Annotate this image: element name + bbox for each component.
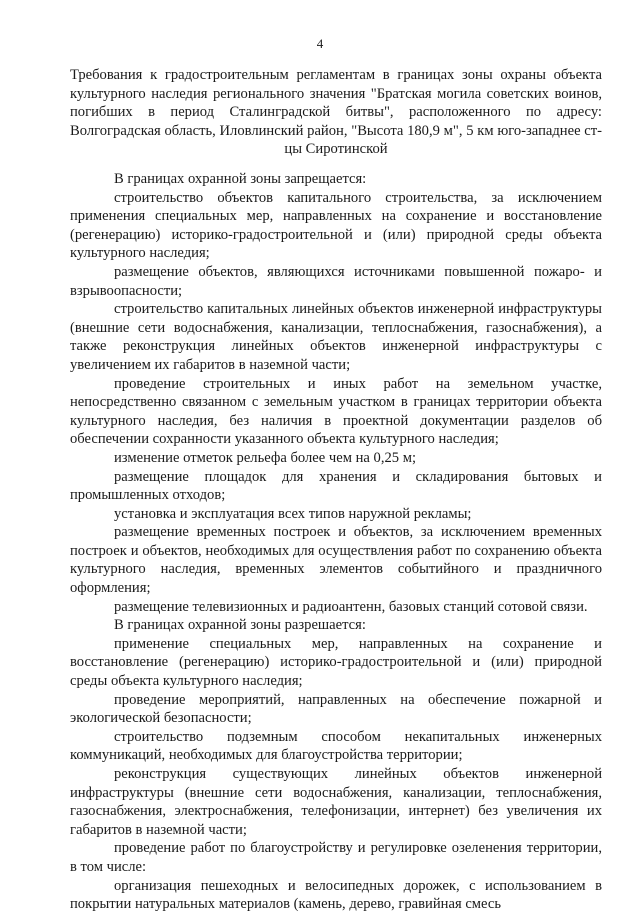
paragraph: проведение работ по благоустройству и регулировке озеленения территории, в том числе: [70, 840, 602, 875]
paragraph: строительство объектов капитального строительства, за исключением применения специальных мер, направленных на сохранение и восстановление (регенерацию) историко-градостроительной и (или) природной среды объекта культурного наследия; [70, 189, 602, 262]
paragraph: размещение временных построек и объектов, за исключением временных построек и объектов, необходимых для осуществления работ по сохранению объекта культурного наследия, временных элементов событийного и праздничного оформления; [70, 524, 602, 597]
paragraph: строительство подземным способом некапитальных инженерных коммуникаций, необходимых для благоустройства территории; [70, 728, 602, 764]
paragraph: В границах охранной зоны запрещается: [114, 171, 367, 187]
paragraph: проведение мероприятий, направленных на обеспечение пожарной и экологической безопасности; [70, 691, 602, 727]
document-body [70, 170, 602, 914]
page-number: 4 [316, 36, 324, 51]
paragraph: проведение строительных и иных работ на земельном участке, непосредственно связанном с земельным участком в границах территории объекта культурного наследия, без наличия в проектной документации разделов об обеспечении сохранности указанного объекта культурного наследия; [70, 375, 602, 448]
paragraph: строительство капитальных линейных объектов инженерной инфраструктуры (внешние сети водоснабжения, канализации, теплоснабжения, газоснабжения), а также реконструкция линейных объектов инженерной инфраструктуры с увеличением их габаритов в наземной части; [70, 301, 602, 373]
paragraph: изменение отметок рельефа более чем на 0,25 м; [114, 449, 417, 466]
paragraph: размещение площадок для хранения и складирования бытовых и промышленных отходов; [70, 468, 602, 504]
paragraph: установка и эксплуатация всех типов наружной рекламы; [114, 505, 472, 522]
paragraph: организация пешеходных и велосипедных дорожек, с использованием в покрытии натуральных материалов (камень, дерево, гравийная смесь [70, 877, 602, 913]
paragraph: применение специальных мер, направленных на сохранение и восстановление (регенерацию) историко-градостроительной и (или) природной среды объекта культурного наследия; [70, 635, 602, 690]
document-title: Требования к градостроительным регламентам в границах зоны охраны объекта культурного наследия регионального значения "Братская могила советских воинов, погибших в период Сталинградской битвы", расположенного по адресу: Волгоградская область, Иловлинский район, "Высота 180,9 м", 5 км юго-западнее ст-цы Сиротинской [70, 67, 602, 157]
paragraph: В границах охранной зоны разрешается: [114, 617, 366, 634]
paragraph: реконструкция существующих линейных объектов инженерной инфраструктуры (внешние сети водоснабжения, канализации, теплоснабжения, газоснабжения, электроснабжения, телефонизации, интернет) без увеличения их габаритов в наземной части; [70, 766, 602, 838]
paragraph: размещение объектов, являющихся источниками повышенной пожаро- и взрывоопасности; [70, 263, 602, 299]
paragraph: размещение телевизионных и радиоантенн, базовых станций сотовой связи. [114, 598, 588, 615]
